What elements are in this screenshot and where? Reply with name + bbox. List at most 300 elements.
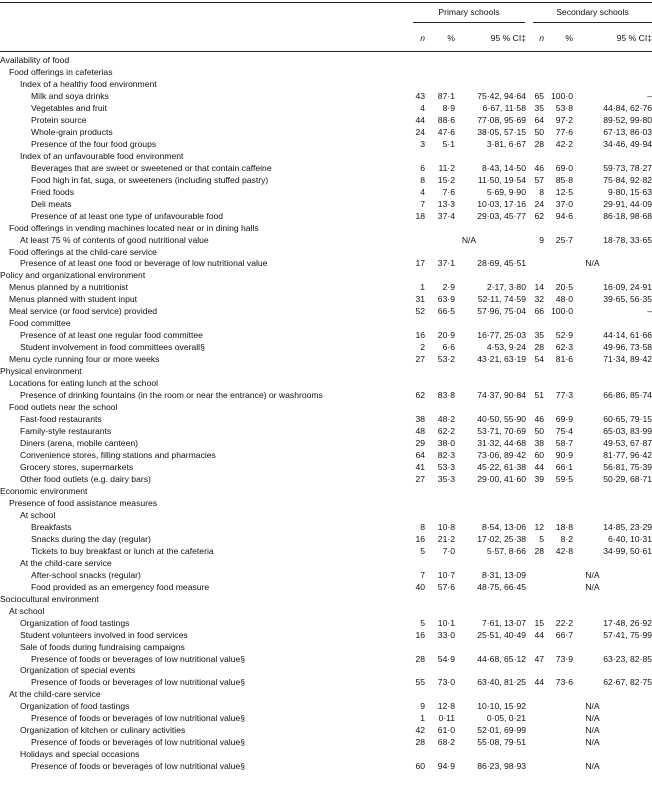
row-label: Presence of foods or beverages of low nutritional value§: [31, 713, 246, 724]
cell-p-pct: 37·4: [437, 210, 455, 221]
table-row: [0, 78, 652, 90]
cell-s-ci: 59·73, 78·27: [603, 162, 652, 173]
table-row: [0, 257, 652, 269]
cell-p-n: 60: [415, 761, 425, 772]
row-label: Presence of foods or beverages of low nutritional value§: [31, 677, 246, 688]
row-label: Index of an unfavourable food environment: [20, 150, 184, 161]
cell-p-n: 8: [420, 521, 425, 532]
row-label: Food committee: [9, 318, 71, 329]
table-row: [0, 54, 652, 66]
table-row: [0, 174, 652, 186]
table-row: [0, 688, 652, 700]
row-label: Food provided as an emergency food measure: [31, 581, 210, 592]
cell-s-n: 54: [534, 354, 544, 365]
cell-s-ci: 65·03, 83·99: [603, 426, 652, 437]
row-label: Physical environment: [0, 366, 82, 377]
cell-s-pct: 77·3: [555, 390, 573, 401]
secondary-not-applicable: N/A: [585, 569, 600, 580]
row-label: Snacks during the day (regular): [31, 533, 151, 544]
cell-p-n: 16: [415, 533, 425, 544]
cell-s-pct: 66·1: [555, 461, 573, 472]
row-label: Policy and organizational environment: [0, 270, 146, 281]
cell-s-n: 51: [534, 390, 544, 401]
cell-p-ci: 2·17, 3·80: [486, 282, 526, 293]
cell-p-n: 1: [420, 713, 425, 724]
cell-p-ci: 17·02, 25·38: [477, 533, 526, 544]
cell-s-ci: 34·46, 49·94: [603, 138, 652, 149]
cell-s-pct: 100·0: [551, 306, 573, 317]
cell-p-ci: 5·69, 9·90: [486, 186, 526, 197]
table-row: [0, 664, 652, 676]
cell-p-pct: 48·2: [437, 414, 455, 425]
cell-s-n: 28: [534, 545, 544, 556]
cell-p-n: 24: [415, 126, 425, 137]
cell-p-n: 4: [420, 102, 425, 113]
row-label: Food high in fat, suga, or sweeteners (including stuffed pastry): [31, 174, 269, 185]
primary-header-rule: [413, 22, 525, 23]
row-label: At school: [9, 605, 45, 616]
cell-p-ci: 53·71, 70·69: [477, 426, 526, 437]
table-row: [0, 521, 652, 533]
table-row: [0, 581, 652, 593]
cell-p-n: 55: [415, 677, 425, 688]
cell-s-n: 28: [534, 342, 544, 353]
cell-s-ci: 49·96, 73·58: [603, 342, 652, 353]
secondary-pct-header: %: [565, 33, 573, 43]
cell-p-ci: 25·51, 40·49: [477, 629, 526, 640]
cell-p-ci: 43·21, 63·19: [477, 354, 526, 365]
table-row: [0, 401, 652, 413]
row-label: Student involvement in food committees overall§: [20, 342, 205, 353]
table-row: [0, 377, 652, 389]
cell-s-ci: 56·81, 75·39: [603, 461, 652, 472]
cell-p-pct: 47·6: [437, 126, 455, 137]
cell-p-ci: 44·68, 65·12: [477, 653, 526, 664]
cell-p-ci: 16·77, 25·03: [477, 330, 526, 341]
row-label: Vegetables and fruit: [31, 102, 107, 113]
cell-s-ci: 49·53, 67·87: [603, 438, 652, 449]
cell-p-ci: 28·69, 45·51: [477, 258, 526, 269]
table-row: [0, 317, 652, 329]
secondary-not-applicable: N/A: [585, 713, 600, 724]
cell-s-n: 44: [534, 461, 544, 472]
row-label: Index of a healthy food environment: [20, 78, 157, 89]
cell-s-ci: 44·84, 62·76: [603, 102, 652, 113]
cell-p-n: 28: [415, 737, 425, 748]
cell-s-n: 12: [534, 521, 544, 532]
cell-s-pct: 18·8: [555, 521, 573, 532]
cell-s-n: 39: [534, 473, 544, 484]
secondary-schools-header: Secondary schools: [556, 7, 629, 17]
table-row: [0, 641, 652, 653]
table-row: [0, 449, 652, 461]
cell-s-ci: 9·80, 15·63: [608, 186, 652, 197]
row-label: Economic environment: [0, 485, 88, 496]
cell-p-pct: 53·3: [437, 461, 455, 472]
cell-p-ci: 75·42, 94·64: [477, 90, 526, 101]
table-row: [0, 329, 652, 341]
cell-s-pct: 52·9: [555, 330, 573, 341]
cell-s-ci: 57·41, 75·99: [603, 629, 652, 640]
cell-p-pct: 62·2: [437, 426, 455, 437]
cell-s-ci: 16·09, 24·91: [603, 282, 652, 293]
table-row: [0, 66, 652, 78]
cell-p-pct: 10·1: [437, 617, 455, 628]
table-row: [0, 293, 652, 305]
table-row: [0, 281, 652, 293]
cell-p-pct: 73·0: [437, 677, 455, 688]
cell-p-n: 52: [415, 306, 425, 317]
cell-p-ci: 52·01, 69·99: [477, 725, 526, 736]
cell-s-pct: 58·7: [555, 438, 573, 449]
cell-s-ci: 18·78, 33·65: [603, 234, 652, 245]
cell-s-n: 32: [534, 294, 544, 305]
cell-s-n: 24: [534, 198, 544, 209]
cell-p-pct: 6·6: [442, 342, 455, 353]
table-row: [0, 748, 652, 760]
cell-p-ci: 48·75, 66·45: [477, 581, 526, 592]
row-label: Beverages that are sweet or sweetened or that contain caffeine: [31, 162, 272, 173]
row-label: Presence of drinking fountains (in the room or near the entrance) or washrooms: [20, 390, 323, 401]
cell-p-n: 17: [415, 258, 425, 269]
cell-s-pct: 94·6: [555, 210, 573, 221]
table-row: [0, 138, 652, 150]
row-label: Presence of foods or beverages of low nutritional value§: [31, 737, 246, 748]
row-label: Presence of at least one type of unfavourable food: [31, 210, 224, 221]
cell-p-pct: 94·9: [437, 761, 455, 772]
cell-p-ci: 63·40, 81·25: [477, 677, 526, 688]
cell-p-n: 27: [415, 473, 425, 484]
cell-s-n: 28: [534, 138, 544, 149]
table-row: [0, 353, 652, 365]
table-row: [0, 593, 652, 605]
cell-p-n: 64: [415, 450, 425, 460]
cell-s-ci: 14·85, 23·29: [603, 521, 652, 532]
table-row: [0, 736, 652, 748]
row-label: Presence of foods or beverages of low nutritional value§: [31, 653, 246, 664]
cell-p-ci: 3·81, 6·67: [486, 138, 526, 149]
cell-s-ci: 63·23, 82·85: [603, 653, 652, 664]
table-row: [0, 114, 652, 126]
cell-s-pct: 81·6: [555, 354, 573, 365]
cell-p-ci: 6·67, 11·58: [482, 102, 526, 113]
row-label: Sale of foods during fundraising campaigns: [20, 641, 185, 652]
cell-p-ci: 77·08, 95·69: [477, 114, 526, 125]
cell-s-pct: 25·7: [555, 234, 573, 245]
row-label: Diners (arena, mobile canteen): [20, 438, 138, 449]
cell-p-pct: 37·1: [437, 258, 455, 269]
cell-s-n: 50: [534, 426, 544, 437]
cell-p-n: 1: [420, 282, 425, 293]
cell-s-ci: 67·13, 86·03: [603, 126, 652, 137]
secondary-not-applicable: N/A: [585, 725, 600, 736]
cell-s-pct: 73·9: [555, 653, 573, 664]
cell-p-ci: 73·06, 89·42: [477, 450, 526, 460]
cell-p-ci: 86·23, 98·93: [477, 761, 526, 772]
table-row: [0, 389, 652, 401]
table-row: [0, 210, 652, 222]
cell-p-n: 31: [415, 294, 425, 305]
table-row: [0, 485, 652, 497]
primary-pct-header: %: [447, 33, 455, 43]
cell-s-ci: 81·77, 96·42: [603, 450, 652, 460]
table-row: [0, 198, 652, 210]
secondary-ci-header: 95 % CI‡: [616, 33, 652, 43]
row-label: Presence of at least one food or beverage of low nutritional value: [20, 258, 268, 269]
secondary-not-applicable: N/A: [585, 258, 600, 269]
cell-p-ci: 55·08, 79·51: [477, 737, 526, 748]
primary-not-applicable: N/A: [461, 234, 477, 245]
cell-p-n: 62: [415, 390, 425, 401]
cell-s-n: 46: [534, 162, 544, 173]
cell-p-ci: 10·03, 17·16: [477, 198, 526, 209]
cell-p-ci: 7·61, 13·07: [482, 617, 526, 628]
table-row: [0, 509, 652, 521]
cell-p-pct: 82·3: [437, 450, 455, 460]
cell-p-pct: 12·8: [437, 701, 455, 712]
cell-s-n: 47: [534, 653, 544, 664]
cell-p-n: 40: [415, 581, 425, 592]
cell-p-pct: 54·9: [437, 653, 455, 664]
row-label: Presence of at least one regular food committee: [20, 330, 203, 341]
row-label: After-school snacks (regular): [31, 569, 141, 580]
cell-p-n: 16: [415, 330, 425, 341]
cell-s-n: 38: [534, 438, 544, 449]
cell-s-n: 60: [534, 450, 544, 460]
cell-s-pct: 12·5: [555, 186, 573, 197]
cell-p-pct: 21·2: [437, 533, 455, 544]
row-label: At school: [20, 509, 56, 520]
cell-s-ci: 89·52, 99·80: [603, 114, 652, 125]
cell-p-pct: 13·3: [437, 198, 455, 209]
cell-p-pct: 2·9: [442, 282, 455, 293]
cell-p-pct: 5·1: [442, 138, 455, 149]
cell-s-n: 62: [534, 210, 544, 221]
cell-s-pct: 69·9: [555, 414, 573, 425]
row-label: Organization of food tastings: [20, 701, 130, 712]
cell-p-ci: 52·11, 74·59: [477, 294, 526, 305]
table-row: [0, 676, 652, 688]
cell-p-n: 29: [415, 438, 425, 449]
cell-s-n: 5: [539, 533, 544, 544]
cell-p-pct: 10·7: [437, 569, 455, 580]
cell-s-pct: 62·3: [555, 342, 573, 353]
row-label: Fried foods: [31, 186, 74, 197]
row-label: At the child-care service: [9, 689, 101, 700]
cell-s-ci: 60·65, 79·15: [603, 414, 652, 425]
row-label: At the child-care service: [20, 557, 112, 568]
table-row: [0, 437, 652, 449]
row-label: Presence of food assistance measures: [9, 497, 158, 508]
cell-p-pct: 61·0: [437, 725, 455, 736]
row-label: Family-style restaurants: [20, 426, 112, 437]
cell-s-n: 50: [534, 126, 544, 137]
cell-p-ci: 38·05, 57·15: [477, 126, 526, 137]
table-row: [0, 533, 652, 545]
cell-s-n: 46: [534, 414, 544, 425]
row-label: Fast-food restaurants: [20, 414, 102, 425]
cell-s-n: 8: [539, 186, 544, 197]
cell-s-pct: 42·2: [555, 138, 573, 149]
cell-p-pct: 63·9: [437, 294, 455, 305]
cell-p-pct: 83·8: [437, 390, 455, 401]
cell-p-pct: 35·3: [437, 473, 455, 484]
cell-p-ci: 8·54, 13·06: [482, 521, 526, 532]
table-row: [0, 90, 652, 102]
table-row: [0, 126, 652, 138]
cell-s-ci: 44·14, 61·66: [603, 330, 652, 341]
cell-s-pct: 97·2: [555, 114, 573, 125]
row-label: Food offerings in vending machines located near or in dining halls: [9, 222, 259, 233]
table-row: [0, 246, 652, 258]
table-row: [0, 365, 652, 377]
cell-p-n: 5: [420, 617, 425, 628]
cell-s-n: 35: [534, 102, 544, 113]
row-label: At least 75 % of contents of good nutritional value: [20, 234, 209, 245]
cell-p-n: 28: [415, 653, 425, 664]
row-label: Sociocultural environment: [0, 593, 99, 604]
cell-s-n: 57: [534, 174, 544, 185]
cell-s-pct: 42·8: [555, 545, 573, 556]
row-label: Milk and soya drinks: [31, 90, 109, 101]
cell-s-n: 35: [534, 330, 544, 341]
table-row: [0, 629, 652, 641]
cell-s-n: 44: [534, 629, 544, 640]
cell-s-n: 15: [534, 617, 544, 628]
row-label: Holidays and special occasions: [20, 749, 140, 760]
cell-s-n: 64: [534, 114, 544, 125]
cell-s-pct: 48·0: [555, 294, 573, 305]
cell-s-pct: 100·0: [551, 90, 573, 101]
cell-p-pct: 33·0: [437, 629, 455, 640]
table-row: [0, 700, 652, 712]
cell-s-pct: 69·0: [555, 162, 573, 173]
cell-s-pct: 22·2: [555, 617, 573, 628]
cell-p-pct: 20·9: [437, 330, 455, 341]
primary-ci-header: 95 % CI‡: [490, 33, 526, 43]
cell-s-n: 66: [534, 306, 544, 317]
table-row: [0, 150, 652, 162]
row-label: Food outlets near the school: [9, 402, 118, 413]
cell-s-pct: 66·7: [555, 629, 573, 640]
row-label: Breakfasts: [31, 521, 72, 532]
cell-p-n: 48: [415, 426, 425, 437]
cell-p-n: 4: [420, 186, 425, 197]
cell-p-pct: 66·5: [437, 306, 455, 317]
table-row: [0, 712, 652, 724]
row-label: Menus planned by a nutritionist: [9, 282, 128, 293]
row-label: Whole-grain products: [31, 126, 113, 137]
cell-s-ci: 6·40, 10·31: [608, 533, 652, 544]
cell-p-pct: 53·2: [437, 354, 455, 365]
cell-s-pct: 75·4: [555, 426, 573, 437]
table-row: [0, 234, 652, 246]
cell-p-n: 41: [415, 461, 425, 472]
cell-p-ci: 40·50, 55·90: [477, 414, 526, 425]
cell-s-n: 65: [534, 90, 544, 101]
cell-p-pct: 0·11: [438, 713, 455, 724]
cell-s-ci: 75·84, 92·82: [603, 174, 652, 185]
cell-p-ci: 29·00, 41·60: [477, 473, 526, 484]
cell-s-pct: 73·6: [555, 677, 573, 688]
cell-p-pct: 87·1: [437, 90, 455, 101]
cell-p-pct: 11·2: [438, 162, 455, 173]
secondary-n-header: n: [539, 33, 544, 43]
cell-p-n: 43: [415, 90, 425, 101]
cell-s-n: 9: [539, 234, 544, 245]
row-label: Menus planned with student input: [9, 294, 138, 305]
primary-schools-header: Primary schools: [438, 7, 500, 17]
row-label: Presence of the four food groups: [31, 138, 157, 149]
cell-p-n: 3: [420, 138, 425, 149]
row-label: Menu cycle running four or more weeks: [9, 354, 160, 365]
table-row: [0, 269, 652, 281]
row-label: Organization of kitchen or culinary activities: [20, 725, 186, 736]
cell-s-pct: 90·9: [555, 450, 573, 460]
cell-s-n: 44: [534, 677, 544, 688]
cell-p-n: 6: [420, 162, 425, 173]
cell-s-ci: –: [647, 90, 652, 101]
cell-p-ci: 74·37, 90·84: [477, 390, 526, 401]
cell-s-n: 14: [534, 282, 544, 293]
cell-p-ci: 31·32, 44·68: [477, 438, 526, 449]
table-row: [0, 724, 652, 736]
row-label: Organization of special events: [20, 665, 136, 676]
table-row: [0, 545, 652, 557]
row-label: Grocery stores, supermarkets: [20, 461, 134, 472]
row-label: Food offerings in cafeterias: [9, 66, 113, 77]
cell-p-ci: 8·31, 13·09: [482, 569, 526, 580]
cell-p-n: 44: [415, 114, 425, 125]
cell-s-pct: 20·5: [555, 282, 573, 293]
cell-p-ci: 5·57, 8·66: [486, 545, 526, 556]
cell-p-ci: 8·43, 14·50: [482, 162, 526, 173]
cell-p-pct: 15·2: [437, 174, 455, 185]
row-label: Food offerings at the child-care service: [9, 246, 157, 257]
cell-p-n: 2: [420, 342, 425, 353]
cell-s-pct: 53·8: [555, 102, 573, 113]
cell-p-pct: 10·8: [437, 521, 455, 532]
table-row: [0, 186, 652, 198]
cell-s-pct: 59·5: [555, 473, 573, 484]
cell-s-pct: 85·8: [555, 174, 573, 185]
table-row: [0, 569, 652, 581]
row-label: Organization of food tastings: [20, 617, 130, 628]
cell-s-ci: 66·86, 85·74: [603, 390, 652, 401]
cell-p-n: 7: [420, 569, 425, 580]
cell-p-pct: 68·2: [437, 737, 455, 748]
table-row: [0, 413, 652, 425]
table-row: [0, 162, 652, 174]
cell-p-ci: 11·50, 19·54: [477, 174, 526, 185]
cell-s-ci: 34·99, 50·61: [603, 545, 652, 556]
table-row: [0, 341, 652, 353]
cell-s-ci: 39·65, 56·35: [603, 294, 652, 305]
row-label: Convenience stores, filling stations and pharmacies: [20, 450, 216, 460]
secondary-not-applicable: N/A: [585, 761, 600, 772]
table-row: [0, 557, 652, 569]
cell-p-pct: 88·6: [437, 114, 455, 125]
cell-s-ci: 17·48, 26·92: [603, 617, 652, 628]
secondary-not-applicable: N/A: [585, 581, 600, 592]
cell-p-ci: 45·22, 61·38: [477, 461, 526, 472]
cell-p-n: 42: [415, 725, 425, 736]
table-row: [0, 305, 652, 317]
cell-s-ci: 50·29, 68·71: [603, 473, 652, 484]
secondary-header-rule: [533, 22, 652, 23]
table-row: [0, 617, 652, 629]
table-row: [0, 473, 652, 485]
